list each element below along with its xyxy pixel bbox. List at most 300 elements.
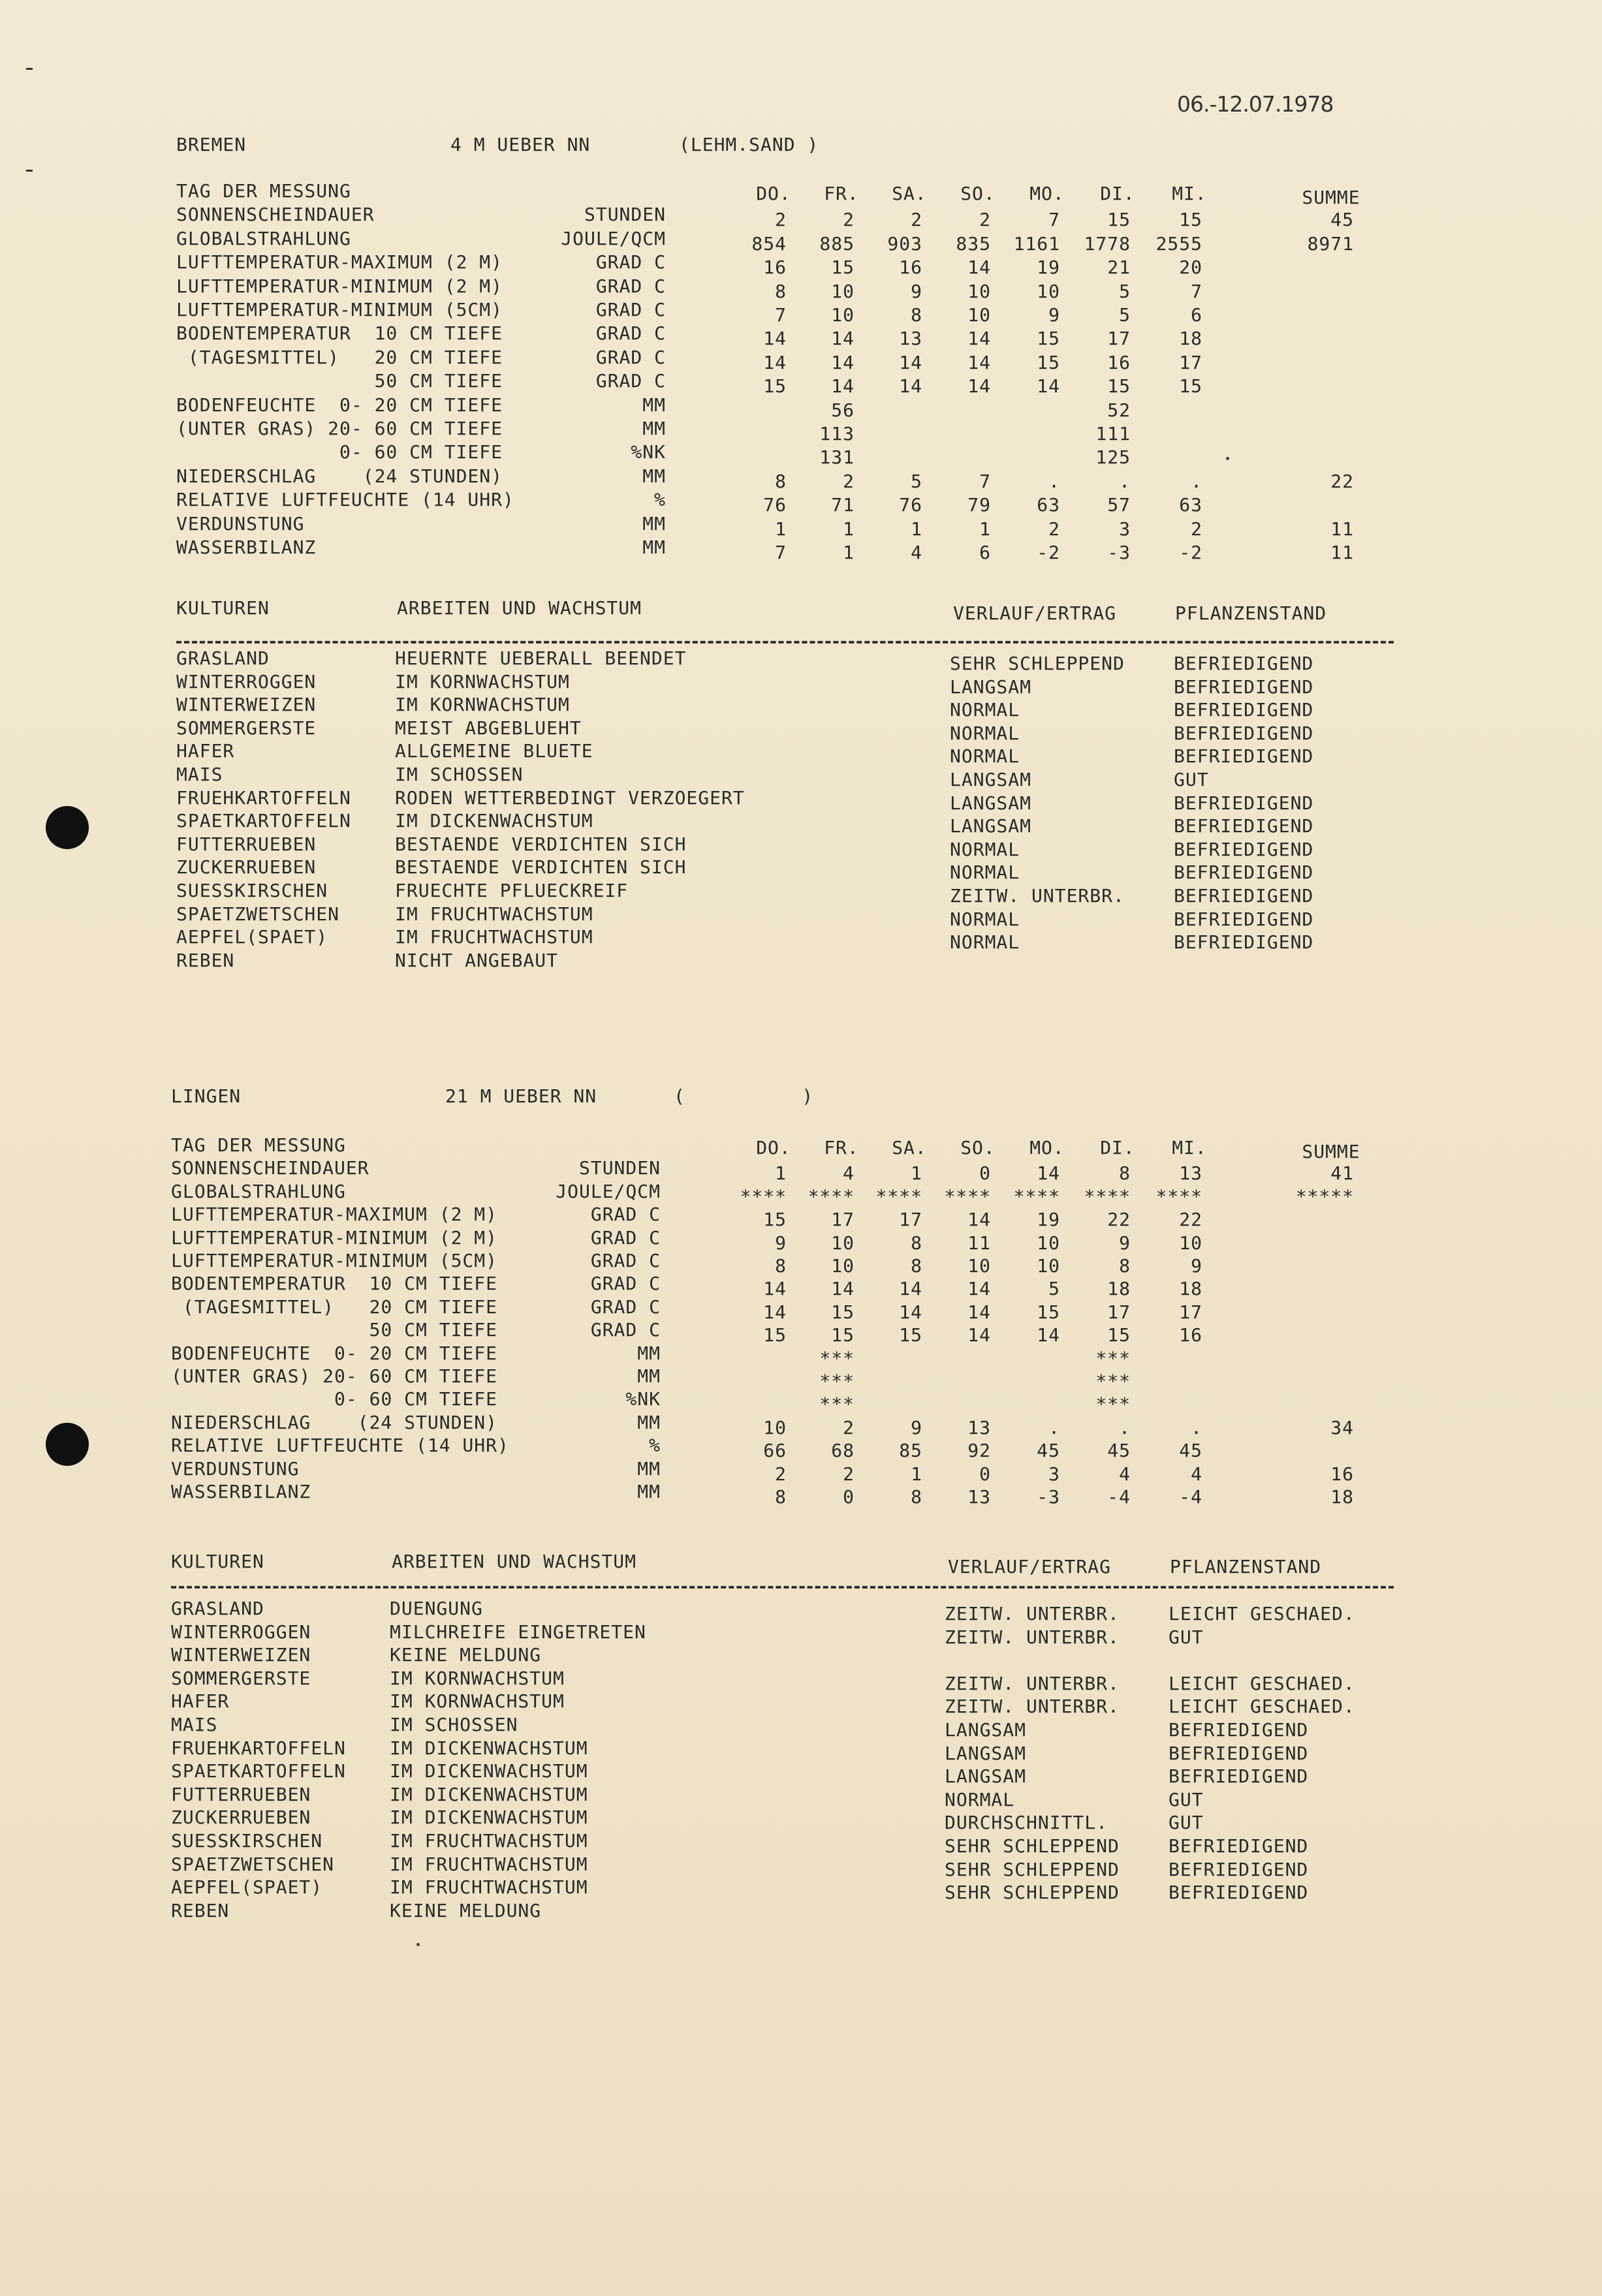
- culture-verlauf: LANGSAM: [945, 1743, 1027, 1764]
- culture-name: FRUEHKARTOFFELN: [171, 1737, 346, 1759]
- measure-unit: GRAD C: [590, 1296, 661, 1318]
- measure-label: 0- 60 CM TIEFE: [171, 1388, 498, 1410]
- measure-value: ****: [944, 1186, 991, 1207]
- measure-unit: %NK: [625, 1388, 661, 1410]
- measure-unit: MM: [637, 1342, 661, 1364]
- measure-value: 125: [1095, 446, 1131, 468]
- culture-stand: BEFRIEDIGEND: [1174, 653, 1314, 674]
- measure-value: 1778: [1084, 233, 1131, 255]
- measure-sum: 11: [1330, 542, 1354, 563]
- measure-label: BODENFEUCHTE 0- 20 CM TIEFE: [176, 394, 503, 416]
- culture-work: MEIST ABGEBLUEHT: [395, 717, 582, 739]
- measure-value: 10: [967, 281, 991, 302]
- measure-label: RELATIVE LUFTFEUCHTE (14 UHR): [171, 1435, 509, 1456]
- culture-stand: BEFRIEDIGEND: [1169, 1835, 1309, 1857]
- measure-value: .: [1048, 471, 1060, 492]
- culture-verlauf: ZEITW. UNTERBR.: [945, 1696, 1120, 1717]
- culture-stand: BEFRIEDIGEND: [1174, 722, 1314, 744]
- station-soil: (LEHM.SAND ): [679, 134, 819, 155]
- summe-header: SUMME: [1302, 1141, 1360, 1162]
- culture-col-kulturen: KULTUREN: [171, 1551, 264, 1572]
- measure-value: 14: [831, 328, 855, 349]
- measure-value: 5: [911, 471, 922, 492]
- measure-value: 14: [831, 1278, 855, 1299]
- measure-value: 57: [1107, 494, 1131, 516]
- measure-value: 76: [763, 494, 787, 516]
- measure-value: 56: [831, 399, 855, 421]
- measure-sum: 22: [1330, 471, 1354, 492]
- culture-work: IM DICKENWACHSTUM: [390, 1760, 588, 1782]
- measure-value: .: [1048, 1417, 1060, 1438]
- measure-value: 1: [979, 518, 991, 540]
- station-elevation: 21 M UEBER NN: [445, 1085, 597, 1107]
- measure-label: 50 CM TIEFE: [171, 1319, 498, 1341]
- measure-value: 5: [1048, 1278, 1060, 1299]
- measure-value: 16: [899, 256, 922, 278]
- culture-name: GRASLAND: [176, 647, 270, 669]
- measure-value: 15: [831, 1301, 855, 1323]
- measure-value: .: [1191, 471, 1202, 492]
- measure-unit: MM: [642, 418, 666, 439]
- measure-unit: GRAD C: [590, 1319, 661, 1341]
- culture-name: REBEN: [176, 950, 235, 971]
- measure-value: 0: [843, 1486, 855, 1508]
- measure-value: 19: [1037, 256, 1060, 278]
- culture-work: IM DICKENWACHSTUM: [390, 1784, 588, 1805]
- culture-name: MAIS: [171, 1714, 218, 1735]
- measure-value: 15: [1107, 209, 1131, 230]
- culture-name: SPAETZWETSCHEN: [176, 903, 340, 925]
- culture-work: IM FRUCHTWACHSTUM: [390, 1830, 588, 1852]
- culture-verlauf: SEHR SCHLEPPEND: [945, 1859, 1120, 1880]
- measure-value: 113: [819, 423, 855, 444]
- culture-work: ALLGEMEINE BLUETE: [395, 740, 593, 762]
- measure-value: 14: [1037, 1324, 1060, 1346]
- report-date: 06.-12.07.1978: [1177, 91, 1334, 117]
- measure-value: 17: [1179, 352, 1202, 373]
- station-name: BREMEN: [176, 134, 247, 155]
- measure-unit: GRAD C: [595, 275, 666, 297]
- measure-unit: GRAD C: [590, 1203, 661, 1225]
- measure-value: ***: [819, 1371, 855, 1392]
- culture-name: SPAETKARTOFFELN: [176, 810, 351, 831]
- culture-work: IM FRUCHTWACHSTUM: [395, 903, 593, 925]
- culture-work: IM FRUCHTWACHSTUM: [390, 1854, 588, 1875]
- measure-value: 4: [911, 542, 922, 563]
- measure-sum: 11: [1330, 518, 1354, 540]
- measure-value: 13: [967, 1486, 991, 1508]
- culture-name: SUESSKIRSCHEN: [171, 1830, 323, 1852]
- culture-work: RODEN WETTERBEDINGT VERZOEGERT: [395, 787, 745, 809]
- stray-mark: [1226, 457, 1229, 460]
- culture-name: HAFER: [176, 740, 235, 762]
- measure-value: 52: [1107, 399, 1131, 421]
- measure-value: 66: [763, 1440, 787, 1461]
- measure-unit: GRAD C: [595, 370, 666, 392]
- day-header: MI.: [1172, 1137, 1207, 1158]
- measure-value: -4: [1107, 1486, 1131, 1508]
- measure-value: 3: [1048, 1463, 1060, 1485]
- measure-value: 15: [831, 256, 855, 278]
- culture-work: IM SCHOSSEN: [395, 764, 524, 785]
- measure-value: 10: [967, 1255, 991, 1277]
- culture-verlauf: LANGSAM: [945, 1765, 1027, 1787]
- day-header: DO.: [756, 183, 791, 204]
- measure-value: 17: [1179, 1301, 1202, 1323]
- day-header: DI.: [1100, 1137, 1135, 1158]
- culture-work: IM DICKENWACHSTUM: [390, 1737, 588, 1759]
- measure-label: GLOBALSTRAHLUNG: [176, 228, 351, 249]
- measure-value: 14: [1037, 1162, 1060, 1184]
- measure-value: 14: [899, 352, 922, 373]
- culture-verlauf: ZEITW. UNTERBR.: [945, 1673, 1120, 1694]
- culture-stand: BEFRIEDIGEND: [1174, 861, 1314, 883]
- measure-label: BODENTEMPERATUR 10 CM TIEFE: [176, 322, 503, 344]
- measure-label: 50 CM TIEFE: [176, 370, 503, 392]
- culture-work: KEINE MELDUNG: [390, 1644, 542, 1666]
- measure-value: ****: [875, 1186, 922, 1207]
- measure-value: 15: [1179, 209, 1202, 230]
- measure-unit: STUNDEN: [584, 204, 666, 225]
- measure-value: 13: [899, 328, 922, 349]
- measure-value: 5: [1119, 304, 1131, 326]
- measure-value: 68: [831, 1440, 855, 1461]
- stray-mark: [416, 1943, 420, 1946]
- measure-value: 10: [831, 1255, 855, 1277]
- culture-col-arbeiten: ARBEITEN UND WACHSTUM: [397, 597, 642, 619]
- measure-unit: GRAD C: [595, 299, 666, 320]
- culture-verlauf: SEHR SCHLEPPEND: [950, 653, 1125, 674]
- culture-name: SOMMERGERSTE: [171, 1668, 311, 1689]
- culture-stand: BEFRIEDIGEND: [1169, 1719, 1309, 1741]
- measure-value: 14: [831, 352, 855, 373]
- measure-label: BODENFEUCHTE 0- 20 CM TIEFE: [171, 1342, 498, 1364]
- measure-value: 0: [979, 1162, 991, 1184]
- measure-value: 7: [775, 542, 787, 563]
- culture-name: SPAETKARTOFFELN: [171, 1760, 346, 1782]
- measure-value: 7: [775, 304, 787, 326]
- measure-value: 14: [831, 375, 855, 397]
- measure-value: 903: [887, 233, 922, 255]
- culture-verlauf: ZEITW. UNTERBR.: [945, 1603, 1120, 1624]
- culture-stand: BEFRIEDIGEND: [1174, 815, 1314, 837]
- measure-value: 15: [763, 375, 787, 397]
- measure-value: 6: [1191, 304, 1202, 326]
- measure-value: 9: [1191, 1255, 1202, 1277]
- measure-sum: 45: [1330, 209, 1354, 230]
- measure-value: 2: [775, 1463, 787, 1485]
- culture-stand: BEFRIEDIGEND: [1174, 885, 1314, 907]
- culture-work: BESTAENDE VERDICHTEN SICH: [395, 856, 687, 878]
- measure-value: 14: [763, 352, 787, 373]
- measure-value: ***: [819, 1348, 855, 1369]
- measure-value: ****: [808, 1186, 855, 1207]
- measure-value: 10: [831, 1232, 855, 1254]
- culture-name: WINTERWEIZEN: [176, 694, 317, 715]
- measure-value: 9: [911, 1417, 922, 1438]
- culture-name: AEPFEL(SPAET): [176, 926, 328, 948]
- measure-label: LUFTTEMPERATUR-MINIMUM (5CM): [171, 1250, 498, 1271]
- culture-work: NICHT ANGEBAUT: [395, 950, 559, 971]
- culture-verlauf: NORMAL: [950, 699, 1020, 721]
- culture-verlauf: NORMAL: [950, 722, 1020, 744]
- culture-stand: GUT: [1169, 1789, 1204, 1810]
- culture-verlauf: ZEITW. UNTERBR.: [945, 1626, 1120, 1648]
- culture-verlauf: SEHR SCHLEPPEND: [945, 1835, 1120, 1857]
- culture-name: SPAETZWETSCHEN: [171, 1854, 335, 1875]
- measure-value: 1: [911, 518, 922, 540]
- measure-label: RELATIVE LUFTFEUCHTE (14 UHR): [176, 489, 514, 510]
- culture-work: FRUECHTE PFLUECKREIF: [395, 880, 629, 901]
- measure-label: LUFTTEMPERATUR-MAXIMUM (2 M): [176, 251, 503, 273]
- measure-value: 18: [1179, 1278, 1202, 1299]
- measure-value: 8: [911, 1486, 922, 1508]
- margin-tick: [26, 68, 33, 70]
- measure-value: 8: [911, 1232, 922, 1254]
- culture-work: DUENGUNG: [390, 1598, 483, 1619]
- culture-stand: BEFRIEDIGEND: [1174, 676, 1314, 698]
- culture-name: FRUEHKARTOFFELN: [176, 787, 351, 809]
- measure-value: ***: [1095, 1393, 1131, 1415]
- culture-name: HAFER: [171, 1690, 230, 1712]
- measure-unit: MM: [637, 1458, 661, 1480]
- measure-label: (UNTER GRAS) 20- 60 CM TIEFE: [171, 1365, 498, 1387]
- culture-work: IM KORNWACHSTUM: [390, 1668, 565, 1689]
- measure-value: 2: [979, 209, 991, 230]
- measure-value: 8: [1119, 1255, 1131, 1277]
- culture-verlauf: NORMAL: [950, 931, 1020, 953]
- measure-label: LUFTTEMPERATUR-MINIMUM (2 M): [176, 275, 503, 297]
- measure-label: NIEDERSCHLAG (24 STUNDEN): [176, 465, 503, 487]
- punch-hole: [46, 806, 89, 849]
- measure-value: ****: [1155, 1186, 1202, 1207]
- measure-value: 18: [1107, 1278, 1131, 1299]
- culture-verlauf: NORMAL: [950, 745, 1020, 767]
- culture-name: SUESSKIRSCHEN: [176, 880, 328, 901]
- culture-separator: [176, 641, 1394, 644]
- measure-value: 14: [899, 1301, 922, 1323]
- measure-unit: GRAD C: [595, 322, 666, 344]
- culture-verlauf: SEHR SCHLEPPEND: [945, 1882, 1120, 1903]
- measure-unit: JOULE/QCM: [556, 1181, 661, 1202]
- measure-value: 4: [1119, 1463, 1131, 1485]
- measure-value: 13: [1179, 1162, 1202, 1184]
- measure-value: ****: [1013, 1186, 1060, 1207]
- measure-value: 131: [819, 446, 855, 468]
- measure-value: 16: [1107, 352, 1131, 373]
- measure-label: TAG DER MESSUNG: [176, 180, 351, 202]
- measure-value: 45: [1037, 1440, 1060, 1461]
- measure-value: 8: [775, 1486, 787, 1508]
- culture-stand: BEFRIEDIGEND: [1174, 839, 1314, 860]
- measure-label: 0- 60 CM TIEFE: [176, 441, 503, 463]
- measure-value: 9: [775, 1232, 787, 1254]
- measure-label: NIEDERSCHLAG (24 STUNDEN): [171, 1412, 498, 1433]
- culture-col-verlauf: VERLAUF/ERTRAG: [948, 1556, 1112, 1577]
- measure-unit: MM: [637, 1412, 661, 1433]
- culture-work: IM FRUCHTWACHSTUM: [390, 1876, 588, 1898]
- measure-value: 22: [1179, 1209, 1202, 1230]
- culture-stand: BEFRIEDIGEND: [1174, 931, 1314, 953]
- measure-sum: 16: [1330, 1463, 1354, 1485]
- culture-col-stand: PFLANZENSTAND: [1170, 1556, 1322, 1577]
- measure-value: 14: [763, 1301, 787, 1323]
- measure-value: 15: [763, 1324, 787, 1346]
- measure-label: GLOBALSTRAHLUNG: [171, 1181, 346, 1202]
- measure-sum: *****: [1295, 1186, 1354, 1207]
- culture-verlauf: LANGSAM: [945, 1719, 1027, 1741]
- measure-value: 10: [831, 281, 855, 302]
- measure-value: 7: [979, 471, 991, 492]
- culture-name: AEPFEL(SPAET): [171, 1876, 323, 1898]
- measure-value: ****: [740, 1186, 787, 1207]
- culture-work: HEUERNTE UEBERALL BEENDET: [395, 647, 687, 669]
- measure-value: -2: [1179, 542, 1202, 563]
- measure-value: 13: [967, 1417, 991, 1438]
- measure-value: -3: [1107, 542, 1131, 563]
- measure-label: WASSERBILANZ: [171, 1481, 311, 1502]
- measure-value: 16: [1179, 1324, 1202, 1346]
- measure-value: 15: [763, 1209, 787, 1230]
- measure-value: 17: [899, 1209, 922, 1230]
- measure-value: 15: [1107, 1324, 1131, 1346]
- culture-work: IM FRUCHTWACHSTUM: [395, 926, 593, 948]
- measure-value: 1: [911, 1463, 922, 1485]
- measure-value: 17: [1107, 1301, 1131, 1323]
- measure-value: 14: [967, 1278, 991, 1299]
- culture-verlauf: NORMAL: [950, 861, 1020, 883]
- measure-value: 10: [763, 1417, 787, 1438]
- measure-value: 17: [1107, 328, 1131, 349]
- measure-value: 8: [911, 1255, 922, 1277]
- day-header: SA.: [892, 1137, 927, 1158]
- day-header: DI.: [1100, 183, 1135, 204]
- measure-value: 19: [1037, 1209, 1060, 1230]
- measure-value: 14: [967, 256, 991, 278]
- measure-label: LUFTTEMPERATUR-MAXIMUM (2 M): [171, 1203, 498, 1225]
- measure-value: 14: [967, 1209, 991, 1230]
- summe-header: SUMME: [1302, 187, 1360, 208]
- culture-col-kulturen: KULTUREN: [176, 597, 270, 619]
- culture-name: WINTERROGGEN: [171, 1621, 311, 1643]
- measure-sum: 41: [1330, 1162, 1354, 1184]
- measure-value: 63: [1037, 494, 1060, 516]
- culture-verlauf: NORMAL: [945, 1789, 1015, 1810]
- measure-value: 1: [775, 518, 787, 540]
- measure-value: 4: [843, 1162, 855, 1184]
- measure-value: 10: [1037, 281, 1060, 302]
- measure-label: BODENTEMPERATUR 10 CM TIEFE: [171, 1273, 498, 1294]
- culture-work: IM KORNWACHSTUM: [395, 671, 570, 692]
- culture-stand: BEFRIEDIGEND: [1174, 792, 1314, 814]
- culture-work: IM DICKENWACHSTUM: [395, 810, 593, 831]
- measure-label: SONNENSCHEINDAUER: [171, 1157, 369, 1179]
- measure-unit: MM: [642, 465, 666, 487]
- measure-value: 854: [751, 233, 787, 255]
- culture-verlauf: NORMAL: [950, 839, 1020, 860]
- measure-unit: %NK: [631, 441, 666, 463]
- measure-value: 5: [1119, 281, 1131, 302]
- culture-name: ZUCKERRUEBEN: [171, 1807, 311, 1828]
- culture-name: WINTERWEIZEN: [171, 1644, 311, 1666]
- measure-value: 16: [763, 256, 787, 278]
- measure-value: 15: [1037, 352, 1060, 373]
- culture-work: IM DICKENWACHSTUM: [390, 1807, 588, 1828]
- measure-value: 22: [1107, 1209, 1131, 1230]
- measure-value: 63: [1179, 494, 1202, 516]
- measure-value: 45: [1179, 1440, 1202, 1461]
- measure-label: VERDUNSTUNG: [171, 1458, 300, 1480]
- measure-value: 17: [831, 1209, 855, 1230]
- measure-value: 11: [967, 1232, 991, 1254]
- measure-unit: MM: [642, 394, 666, 416]
- measure-label: SONNENSCHEINDAUER: [176, 204, 375, 225]
- measure-value: 15: [1037, 328, 1060, 349]
- measure-unit: JOULE/QCM: [561, 228, 666, 249]
- measure-value: 76: [899, 494, 922, 516]
- measure-value: ****: [1084, 1186, 1131, 1207]
- measure-unit: GRAD C: [590, 1273, 661, 1294]
- measure-value: 2: [843, 209, 855, 230]
- culture-name: WINTERROGGEN: [176, 671, 317, 692]
- measure-value: 14: [967, 352, 991, 373]
- measure-value: 10: [1037, 1232, 1060, 1254]
- measure-value: 7: [1048, 209, 1060, 230]
- measure-value: 4: [1191, 1463, 1202, 1485]
- measure-value: 14: [1037, 375, 1060, 397]
- measure-value: 10: [831, 304, 855, 326]
- culture-name: SOMMERGERSTE: [176, 717, 317, 739]
- culture-verlauf: NORMAL: [950, 908, 1020, 930]
- station-soil: ( ): [674, 1085, 814, 1107]
- measure-value: 15: [1107, 375, 1131, 397]
- measure-value: 2: [1048, 518, 1060, 540]
- culture-stand: BEFRIEDIGEND: [1169, 1882, 1309, 1903]
- measure-value: 18: [1179, 328, 1202, 349]
- culture-stand: BEFRIEDIGEND: [1169, 1765, 1309, 1787]
- measure-unit: GRAD C: [590, 1250, 661, 1271]
- measure-value: 9: [1119, 1232, 1131, 1254]
- measure-label: TAG DER MESSUNG: [171, 1134, 346, 1156]
- culture-col-verlauf: VERLAUF/ERTRAG: [953, 602, 1117, 624]
- measure-value: 2: [843, 471, 855, 492]
- measure-sum: 18: [1330, 1486, 1354, 1508]
- measure-value: 835: [956, 233, 991, 255]
- measure-unit: GRAD C: [595, 251, 666, 273]
- measure-label: WASSERBILANZ: [176, 536, 317, 558]
- culture-stand: BEFRIEDIGEND: [1174, 699, 1314, 721]
- measure-value: 14: [763, 328, 787, 349]
- measure-value: 45: [1107, 1440, 1131, 1461]
- culture-stand: LEICHT GESCHAED.: [1169, 1673, 1355, 1694]
- measure-value: 10: [967, 304, 991, 326]
- measure-value: 14: [967, 375, 991, 397]
- measure-value: 71: [831, 494, 855, 516]
- day-header: MO.: [1029, 1137, 1065, 1158]
- day-header: FR.: [824, 183, 859, 204]
- measure-unit: %: [654, 489, 666, 510]
- culture-name: FUTTERRUEBEN: [171, 1784, 311, 1805]
- measure-unit: STUNDEN: [578, 1157, 661, 1179]
- measure-value: 2: [775, 209, 787, 230]
- measure-value: 2: [1191, 518, 1202, 540]
- measure-unit: MM: [642, 536, 666, 558]
- measure-value: 8: [1119, 1162, 1131, 1184]
- culture-verlauf: LANGSAM: [950, 676, 1032, 698]
- culture-separator: [171, 1586, 1394, 1589]
- culture-work: MILCHREIFE EINGETRETEN: [390, 1621, 646, 1643]
- measure-label: (TAGESMITTEL) 20 CM TIEFE: [171, 1296, 498, 1318]
